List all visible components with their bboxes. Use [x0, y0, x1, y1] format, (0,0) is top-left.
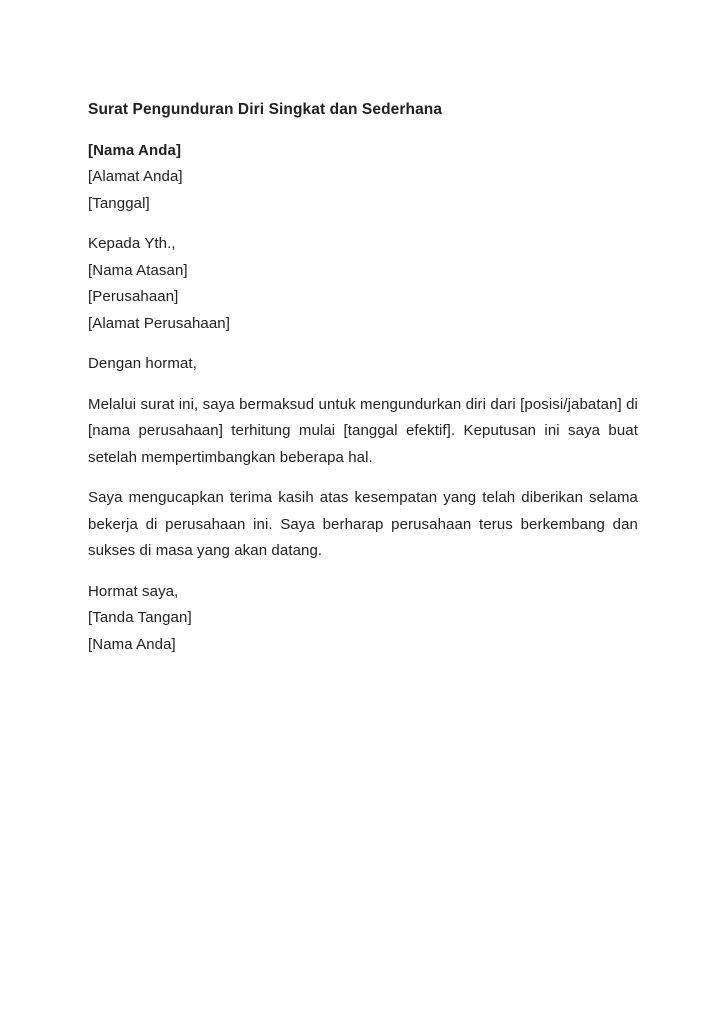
sender-date: [Tanggal]	[88, 194, 150, 212]
greeting: Dengan hormat,	[88, 355, 197, 372]
closing-signature: [Tanda Tangan]	[88, 609, 192, 626]
sender-name: [Nama Anda]	[88, 141, 182, 159]
recipient-company-address: [Alamat Perusahaan]	[88, 314, 230, 332]
body-paragraph-1: Melalui surat ini, saya bermaksud untuk mengundurkan diri dari [posisi/jabatan] di [nama perusahaan] terhitung mulai [tanggal efektif]. Keputusan ini saya buat setelah mempertimbangkan beberapa hal.	[88, 395, 638, 466]
closing-name: [Nama Anda]	[88, 635, 176, 653]
recipient-company: [Perusahaan]	[88, 288, 179, 305]
closing-block	[88, 579, 638, 659]
body-paragraph-2: Saya mengucapkan terima kasih atas kesempatan yang telah diberikan selama bekerja di perusahaan ini. Saya berharap perusahaan terus berkembang dan sukses di masa yang akan datang.	[88, 489, 638, 559]
page-title: Surat Pengunduran Diri Singkat dan Sederhana	[88, 101, 443, 118]
sender-block	[88, 138, 638, 218]
recipient-name: [Nama Atasan]	[88, 261, 188, 279]
sender-address: [Alamat Anda]	[88, 168, 183, 185]
recipient-salutation: Kepada Yth.,	[88, 235, 176, 252]
recipient-block	[88, 231, 638, 337]
closing-salutation: Hormat saya,	[88, 582, 179, 600]
